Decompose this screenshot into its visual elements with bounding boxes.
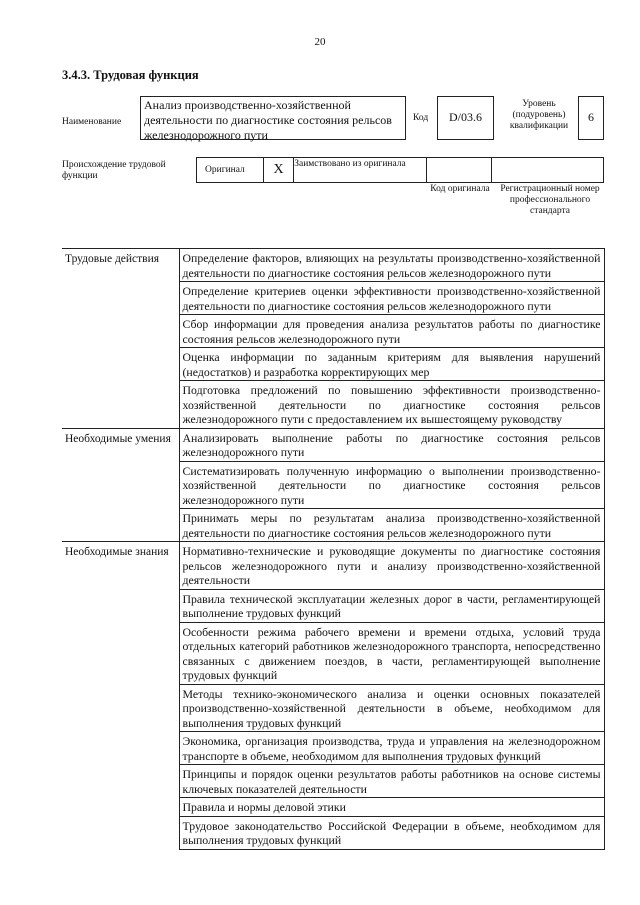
origin-label: Происхождение трудовой функции: [62, 160, 166, 181]
labor-actions-category: Трудовые действия: [62, 249, 179, 429]
level-box: [578, 96, 604, 140]
original-box: [196, 157, 264, 183]
original-code-box: [426, 157, 492, 183]
table-row: [62, 249, 604, 282]
required-skills-item: Систематизировать полученную информацию о выполнении производственно-хозяйственной деятельности по диагностике состояния рельсов железнодорожного пути: [179, 461, 604, 509]
labor-actions-item: Определение факторов, влияющих на результаты производственно-хозяйственной деятельности по диагностике состояния рельсов железнодорожного пути: [179, 249, 604, 282]
section-title: 3.4.3. Трудовая функция: [62, 68, 199, 82]
required-knowledge-item: Правила технической эксплуатации железных дорог в части, регламентирующей выполнение трудовых функций: [179, 589, 604, 622]
required-knowledge-item: Трудовое законодательство Российской Федерации в объеме, необходимом для выполнения трудовых функций: [179, 816, 604, 849]
original-mark: X: [273, 162, 284, 177]
original-mark-box: [263, 157, 294, 183]
required-skills-item: Принимать меры по результатам анализа производственно-хозяйственной деятельности по диагностике состояния рельсов железнодорожного пути: [179, 509, 604, 542]
level-value: 6: [588, 110, 594, 124]
page-number: 20: [314, 36, 326, 48]
labor-actions-item: Оценка информации по заданным критериям для выявления нарушений (недостатков) и разработка корректирующих мер: [179, 348, 604, 381]
code-box: [437, 96, 494, 140]
required-knowledge-item: Принципы и порядок оценки результатов работы работников на основе системы ключевых показателей деятельности: [179, 765, 604, 798]
name-box: [140, 96, 406, 140]
original-label: Оригинал: [205, 165, 245, 175]
required-knowledge-category: Необходимые знания: [62, 542, 179, 850]
required-knowledge-item: Особенности режима рабочего времени и времени отдыха, условий труда отдельных категорий работников железнодорожного транспорта, непосредственно связанных с движением поездов, в части, регламентирующей выполнение трудовых функций: [179, 622, 604, 684]
labor-actions-item: Определение критериев оценки эффективности производственно-хозяйственной деятельности по диагностике состояния рельсов железнодорожного пути: [179, 282, 604, 315]
required-knowledge-item: Экономика, организация производства, труда и управления на железнодорожном транспорте в объеме, необходимом для выполнения трудовых функций: [179, 732, 604, 765]
labor-actions-item: Подготовка предложений по повышению эффективности производственно-хозяйственной деятельности по диагностике состояния рельсов железнодорожного пути с предоставлением их вышестоящему руководству: [179, 381, 604, 429]
function-content-table: [62, 248, 605, 850]
required-knowledge-item: Методы технико-экономического анализа и оценки основных показателей производственно-хозяйственной деятельности в объеме, необходимом для выполнения трудовых функций: [179, 684, 604, 732]
original-code-caption: Код оригинала: [430, 184, 490, 194]
table-row: [62, 542, 604, 590]
borrowed-box: [293, 157, 427, 183]
code-label: Код: [413, 113, 429, 123]
labor-actions-item: Сбор информации для проведения анализа результатов работы по диагностике состояния рельсов железнодорожного пути: [179, 315, 604, 348]
required-knowledge-item: Нормативно-технические и руководящие документы по диагностике состояния рельсов железнодорожного пути и анализу производственно-хозяйственной деятельности: [179, 542, 604, 590]
level-label: Уровень (подуровень) квалификации: [509, 99, 569, 131]
borrowed-label: Заимствовано из оригинала: [294, 159, 406, 169]
reg-number-caption: Регистрационный номер профессионального стандарта: [500, 184, 600, 216]
required-skills-item: Анализировать выполнение работы по диагностике состояния рельсов железнодорожного пути: [179, 428, 604, 461]
function-name: Анализ производственно-хозяйственной деятельности по диагностике состояния рельсов железнодорожного пути: [144, 98, 392, 142]
table-row: [62, 428, 604, 461]
required-skills-category: Необходимые умения: [62, 428, 179, 542]
name-label: Наименование: [62, 117, 122, 127]
required-knowledge-item: Правила и нормы деловой этики: [179, 798, 604, 817]
reg-number-box: [491, 157, 604, 183]
code-value: D/03.6: [449, 110, 482, 124]
